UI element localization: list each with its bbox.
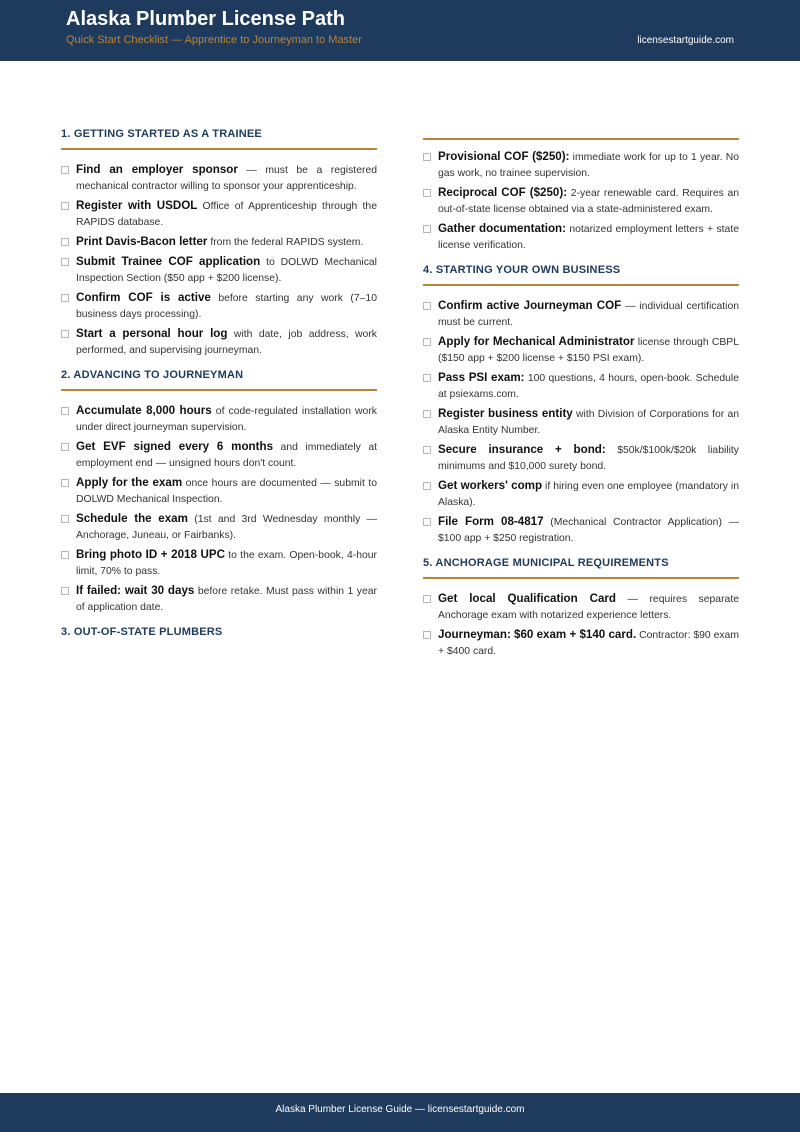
item-text: (Mechanical Contractor Application) — $100 app + $250 registration. [438, 517, 739, 544]
checkbox-icon[interactable] [61, 443, 69, 451]
item-lead: Find an employer sponsor [76, 163, 238, 176]
section-anchorage [423, 557, 739, 660]
checklist-item [61, 403, 377, 436]
checkbox-icon[interactable] [61, 202, 69, 210]
item-lead: Schedule the exam [76, 512, 188, 525]
checklist [423, 149, 739, 254]
item-lead: Start a personal hour log [76, 327, 228, 340]
checklist [423, 591, 739, 660]
checkbox-icon[interactable] [423, 338, 431, 346]
right-column [423, 138, 739, 670]
checklist-item [423, 298, 739, 331]
item-lead: Accumulate 8,000 hours [76, 404, 212, 417]
section-title: 3. OUT-OF-STATE PLUMBERS [61, 626, 223, 638]
item-text: if hiring even one employee (mandatory in Alaska). [438, 481, 739, 508]
checkbox-icon[interactable] [61, 294, 69, 302]
item-text: before starting any work (7–10 business days processing). [76, 293, 377, 320]
item-text: notarized employment letters + state license verification. [438, 224, 739, 251]
checklist-item [61, 198, 377, 231]
checkbox-icon[interactable] [61, 515, 69, 523]
item-lead: File Form 08-4817 [438, 515, 544, 528]
checkbox-icon[interactable] [61, 166, 69, 174]
item-lead: Confirm COF is active [76, 291, 211, 304]
left-column [61, 128, 377, 648]
checkbox-icon[interactable] [423, 518, 431, 526]
item-lead: Register with USDOL [76, 199, 198, 212]
item-text: and immediately at employment end — unsigned hours don't count. [76, 442, 377, 469]
checkbox-icon[interactable] [61, 238, 69, 246]
checklist-item [423, 591, 739, 624]
item-lead: Get EVF signed every 6 months [76, 440, 274, 453]
checkbox-icon[interactable] [423, 153, 431, 161]
item-text: to DOLWD Mechanical Inspection Section ($50 app + $200 license). [76, 257, 377, 284]
section-getting-started [61, 128, 377, 359]
item-lead: Apply for Mechanical Administrator [438, 335, 635, 348]
checklist-item [423, 406, 739, 439]
checklist-item [423, 149, 739, 182]
checklist [423, 298, 739, 547]
item-text: with Division of Corporations for an Alaska Entity Number. [438, 409, 740, 436]
checklist-item [423, 334, 739, 367]
checklist [61, 403, 377, 616]
item-lead: Reciprocal COF ($250): [438, 186, 568, 199]
item-lead: Pass PSI exam: [438, 371, 525, 384]
checkbox-icon[interactable] [423, 225, 431, 233]
item-lead: If failed: wait 30 days [76, 584, 195, 597]
checkbox-icon[interactable] [61, 330, 69, 338]
item-text: 2-year renewable card. Requires an out-of-state license obtained via a state-administered exam. [438, 188, 739, 215]
checklist-item [423, 442, 739, 475]
checklist [61, 162, 377, 359]
checklist-item [61, 234, 377, 251]
checklist-item [423, 370, 739, 403]
item-lead: Provisional COF ($250): [438, 150, 570, 163]
checklist-item [61, 254, 377, 287]
item-lead: Secure insurance + bond: [438, 443, 606, 456]
item-lead: Gather documentation: [438, 222, 567, 235]
checkbox-icon[interactable] [423, 446, 431, 454]
checkbox-icon[interactable] [61, 587, 69, 595]
checklist-item [61, 511, 377, 544]
section-title: 5. ANCHORAGE MUNICIPAL REQUIREMENTS [423, 557, 739, 579]
checkbox-icon[interactable] [61, 551, 69, 559]
page-title: Alaska Plumber License Path [66, 8, 346, 30]
item-text: of code-regulated installation work under direct journeyman supervision. [76, 406, 377, 433]
item-lead: Print Davis-Bacon letter [76, 235, 208, 248]
page-subtitle: Quick Start Checklist — Apprentice to Journeyman to Master [66, 34, 362, 46]
item-text: — requires separate Anchorage exam with notarized experience letters. [438, 594, 739, 621]
item-lead: Apply for the exam [76, 476, 183, 489]
checklist-item [423, 478, 739, 511]
item-lead: Bring photo ID + 2018 UPC [76, 548, 226, 561]
checkbox-icon[interactable] [423, 302, 431, 310]
item-lead: Submit Trainee COF application [76, 255, 261, 268]
item-text: — individual certification must be current. [438, 301, 739, 328]
item-text: Contractor: $90 exam + $400 card. [438, 630, 739, 657]
item-text: (1st and 3rd Wednesday monthly — Anchorage, Juneau, or Fairbanks). [76, 514, 378, 541]
item-text: $50k/$100k/$20k liability minimums and $10,000 surety bond. [438, 445, 739, 472]
section-title: 2. ADVANCING TO JOURNEYMAN [61, 369, 377, 391]
page-footer [0, 1093, 800, 1132]
item-text: once hours are documented — submit to DOLWD Mechanical Inspection. [76, 478, 377, 505]
checkbox-icon[interactable] [423, 374, 431, 382]
checklist-item [423, 627, 739, 660]
section-advancing-journeyman [61, 369, 377, 616]
checkbox-icon[interactable] [423, 189, 431, 197]
item-text: immediate work for up to 1 year. No gas work, no trainee supervision. [438, 152, 739, 179]
section-out-of-state [423, 138, 739, 254]
page-header [0, 0, 800, 61]
checkbox-icon[interactable] [423, 595, 431, 603]
checklist-item [423, 514, 739, 547]
section-title: 4. STARTING YOUR OWN BUSINESS [423, 264, 739, 286]
item-text: with date, job address, work performed, and supervising journeyman. [76, 329, 377, 356]
item-text: Office of Apprenticeship through the RAPIDS database. [76, 201, 377, 228]
checklist-item [61, 547, 377, 580]
checkbox-icon[interactable] [423, 482, 431, 490]
header-site-url: licensestartguide.com [637, 35, 734, 46]
item-text: to the exam. Open-book, 4-hour limit, 70% to pass. [76, 550, 377, 577]
section-out-of-state-heading [61, 626, 377, 638]
checkbox-icon[interactable] [61, 258, 69, 266]
footer-text: Alaska Plumber License Guide — licensestartguide.com [275, 1104, 525, 1115]
section-rule [423, 138, 739, 140]
item-text: before retake. Must pass within 1 year of application date. [76, 586, 377, 613]
item-text: — must be a registered mechanical contractor willing to sponsor your apprenticeship. [76, 165, 377, 192]
item-lead: Journeyman: $60 exam + $140 card. [438, 628, 637, 641]
checklist-item [423, 185, 739, 218]
checklist-item [61, 162, 377, 195]
checkbox-icon[interactable] [423, 410, 431, 418]
item-text: license through CBPL ($150 app + $200 license + $150 PSI exam). [438, 337, 739, 364]
item-text: from the federal RAPIDS system. [207, 237, 364, 248]
checklist-item [61, 475, 377, 508]
checklist-item [423, 221, 739, 254]
section-own-business [423, 264, 739, 547]
item-lead: Get local Qualification Card [438, 592, 616, 605]
section-title: 1. GETTING STARTED AS A TRAINEE [61, 128, 377, 150]
item-text: 100 questions, 4 hours, open-book. Schedule at psiexams.com. [438, 373, 739, 400]
item-lead: Confirm active Journeyman COF [438, 299, 622, 312]
checklist-item [61, 326, 377, 359]
checkbox-icon[interactable] [423, 631, 431, 639]
checkbox-icon[interactable] [61, 479, 69, 487]
checklist-item [61, 439, 377, 472]
item-lead: Register business entity [438, 407, 573, 420]
checkbox-icon[interactable] [61, 407, 69, 415]
checklist-item [61, 583, 377, 616]
item-lead: Get workers' comp [438, 479, 543, 492]
checklist-item [61, 290, 377, 323]
